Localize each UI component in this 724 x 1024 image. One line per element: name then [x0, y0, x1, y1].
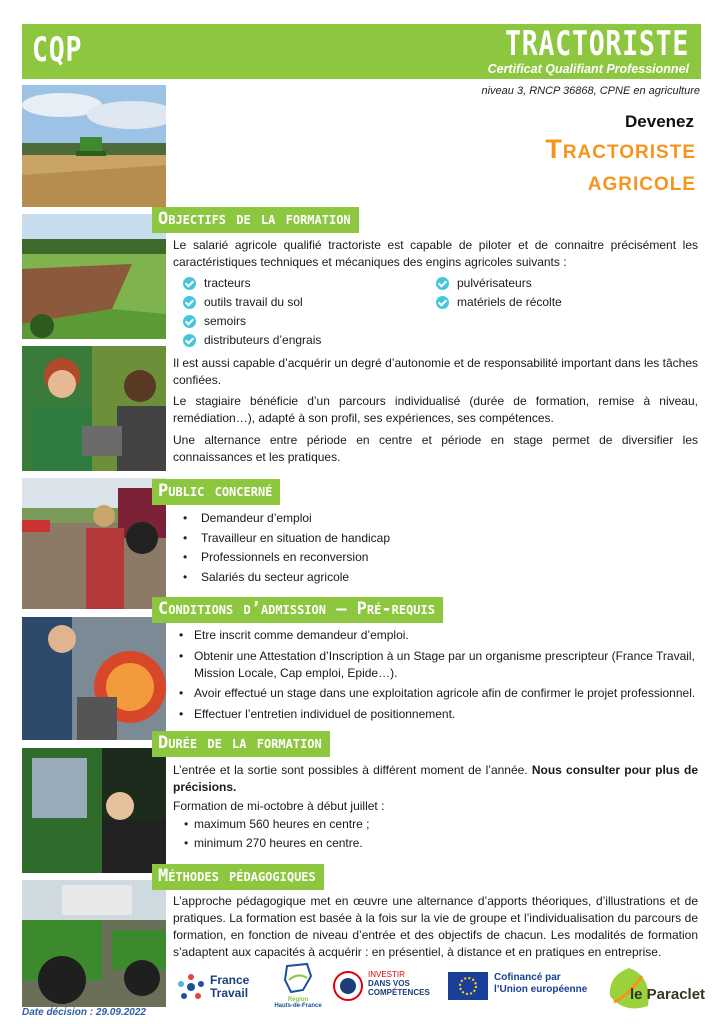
duree-list: [184, 815, 369, 853]
list-item: • Obtenir une Attestation d’Inscription à un Stage par un organisme prescripteur (France Travail, Mission Locale, Cap emploi, Epide…).: [179, 648, 695, 680]
section-heading-objectifs: Objectifs de la formation: [152, 207, 359, 233]
check-icon: [436, 277, 449, 290]
list-item: • Travailleur en situation de handicap: [183, 530, 391, 545]
check-icon: [436, 296, 449, 309]
objectifs-intro: Le salarié agricole qualifié tractoriste est capable de piloter et de connaitre précisément les caractéristiques techniques et mécaniques des engins agricoles suivants :: [173, 238, 698, 269]
list-item: • Demandeur d’emploi: [183, 511, 312, 525]
check-icon: [183, 296, 196, 309]
cqp-label: CQP: [32, 30, 83, 70]
list-item: • Avoir effectué un stage dans une exploitation agricole afin de confirmer le projet professionnel.: [179, 686, 696, 700]
photo-students-engine: [22, 346, 166, 471]
check-item: pulvérisateurs: [436, 276, 532, 290]
photo-harvest-field: [22, 85, 166, 207]
check-item: semoirs: [183, 314, 246, 328]
photo-field-trainee: [22, 478, 166, 609]
photo-tractor-cab: [22, 748, 166, 873]
section-heading-public: Public concerné: [152, 479, 280, 505]
list-item: • Etre inscrit comme demandeur d’emploi.: [179, 628, 409, 642]
list-item: • minimum 270 heures en centre.: [184, 836, 363, 850]
marianne-icon: [332, 970, 364, 1002]
le-paraclet-logo: le Paraclet: [604, 960, 702, 1018]
conditions-list: [173, 627, 701, 726]
hero-title-line2: agricole: [587, 166, 696, 196]
check-item: outils travail du sol: [183, 295, 303, 309]
check-item: distributeurs d’engrais: [183, 333, 321, 347]
eu-flag-icon: [448, 972, 488, 1000]
duree-paragraph-2: Formation de mi-octobre à début juillet :: [173, 799, 385, 813]
header-subtitle: Certificat Qualifiant Professionnel: [487, 62, 689, 76]
objectifs-paragraph-3: Une alternance entre période en centre et période en stage permet de diversifier les connaissances et les pratiques.: [173, 433, 698, 464]
list-item: • Effectuer l’entretien individuel de positionnement.: [179, 706, 456, 721]
france-travail-icon: [176, 972, 206, 1002]
check-icon: [183, 315, 196, 328]
region-logo: Région Hauts-de-France: [270, 962, 326, 1020]
photo-mechanics: [22, 617, 166, 740]
section-heading-duree: Durée de la formation: [152, 731, 330, 757]
list-item: • Professionnels en reconversion: [183, 550, 369, 564]
section-heading-conditions: Conditions d’admission – Pré-requis: [152, 597, 443, 623]
eu-logo: Cofinancé par l’Union européenne: [448, 970, 598, 1008]
objectifs-paragraph-1: Il est aussi capable d’acquérir un degré d’autonomie et de responsabilité important dans les tâches confiées.: [173, 356, 698, 387]
header-banner: [22, 24, 701, 79]
header-title: TRACTORISTE: [504, 24, 689, 64]
duree-paragraph-1: L’entrée et la sortie sont possibles à différent moment de l’année. Nous consulter pour plus de précisions.: [173, 763, 699, 794]
section-heading-methodes: Méthodes pédagogiques: [152, 864, 324, 890]
check-icon: [183, 277, 196, 290]
list-item: • Salariés du secteur agricole: [183, 569, 350, 584]
photo-fields: [22, 214, 166, 339]
investir-competences-logo: INVESTIR DANS VOS COMPÉTENCES: [332, 968, 442, 1008]
list-item: • maximum 560 heures en centre ;: [184, 817, 370, 831]
france-travail-logo: France Travail: [176, 968, 256, 1008]
objectifs-paragraph-2: Le stagiaire bénéficie d’un parcours individualisé (durée de formation, remise à niveau, remédiation…), adapté à son profil, ses expériences, ses compétences.: [173, 394, 698, 425]
partner-logos: [176, 962, 706, 1020]
check-icon: [183, 334, 196, 347]
check-item: matériels de récolte: [436, 295, 562, 309]
decision-date: Date décision : 29.09.2022: [22, 1007, 146, 1018]
public-list: [183, 509, 390, 587]
rncp-line: niveau 3, RNCP 36868, CPNE en agriculture: [481, 85, 700, 97]
region-map-icon: [281, 962, 315, 994]
methodes-paragraph: L’approche pédagogique met en œuvre une alternance d’apports théoriques, d’illustrations et de pratiques. La formation est basée à la fois sur la vie de groupe et l’individualisation du parcours de formation, en fonction de niveau d’entrée et des objectifs de chacun. Les modalités de formation s’adaptent aux capacités à acquérir : en présentiel, à distance et en pratiques en entreprise.: [173, 894, 698, 959]
check-item: tracteurs: [183, 276, 251, 290]
photo-tractors: [22, 880, 166, 1007]
hero-title-line1: Tractoriste: [545, 134, 696, 164]
devenez-label: Devenez: [625, 112, 694, 131]
